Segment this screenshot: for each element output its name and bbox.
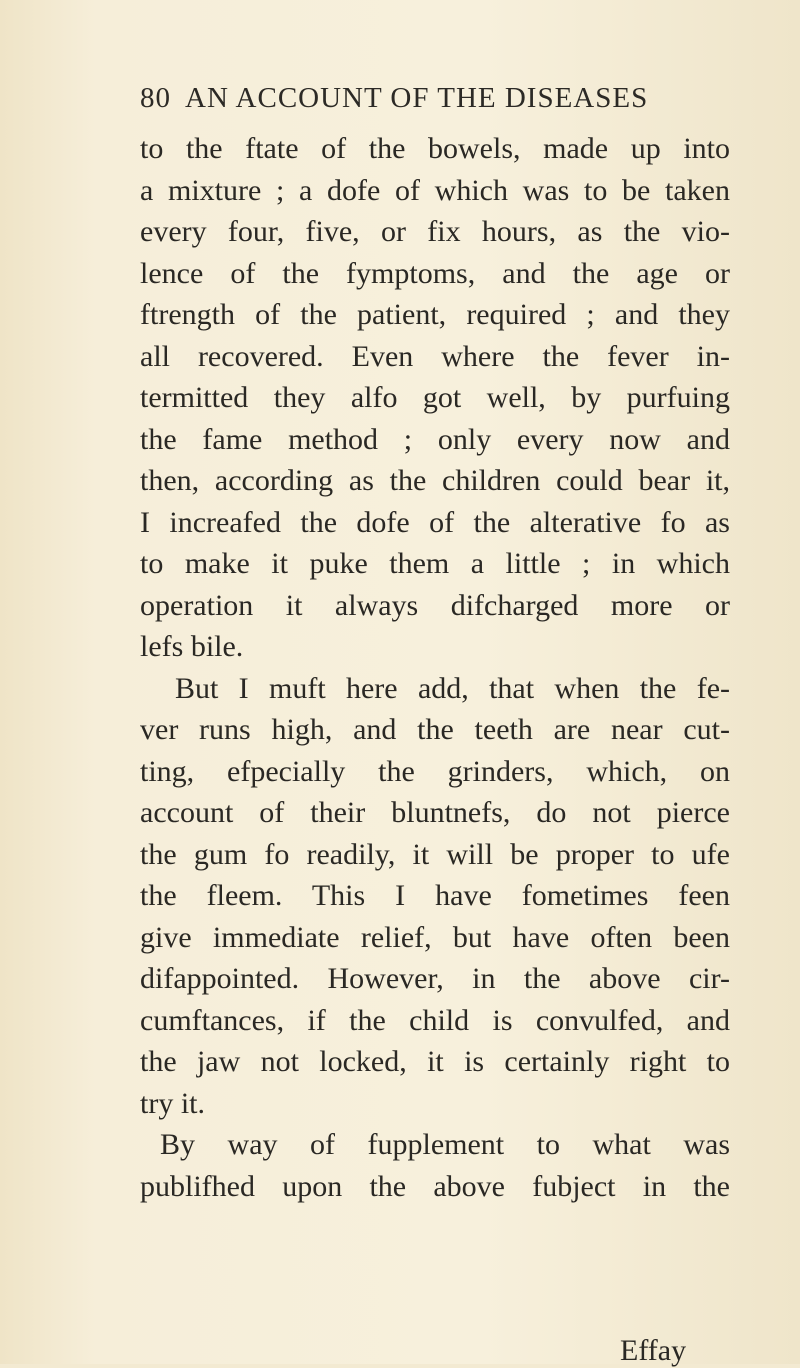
text-line: give immediate relief, but have often been — [140, 920, 730, 954]
text-line: I increafed the dofe of the alterative fo as — [140, 505, 730, 539]
running-title: AN ACCOUNT OF THE DISEASES — [185, 82, 649, 114]
text-line: ting, efpecially the grinders, which, on — [140, 754, 730, 788]
text-line: a mixture ; a dofe of which was to be taken — [140, 173, 730, 207]
text-line: the fleem. This I have fometimes feen — [140, 879, 730, 912]
text-line: difappointed. However, in the above cir- — [140, 962, 730, 995]
text-line: account of their bluntnefs, do not pierce — [140, 796, 730, 829]
text-line: the fame method ; only every now and — [140, 422, 730, 456]
text-line: ftrength of the patient, required ; and they — [140, 298, 730, 331]
text-line: lefs bile. — [140, 630, 244, 663]
text-line: publifhed upon the above fubject in the — [140, 1169, 730, 1203]
text-line: termitted they alfo got well, by purfuing — [140, 381, 730, 414]
text-line: all recovered. Even where the fever in- — [140, 339, 730, 373]
text-line: By way of fupplement to what was — [160, 1128, 730, 1161]
text-line: operation it always difcharged more or — [140, 588, 730, 622]
text-line: to make it puke them a little ; in which — [140, 547, 730, 580]
running-header — [140, 82, 720, 115]
catchword: Effay — [620, 1334, 687, 1367]
text-line: the gum fo readily, it will be proper to ufe — [140, 837, 730, 871]
text-line: to the ftate of the bowels, made up into — [140, 132, 730, 165]
text-line: the jaw not locked, it is certainly right to — [140, 1045, 730, 1078]
text-line: every four, five, or fix hours, as the vio- — [140, 215, 730, 248]
text-line: But I muft here add, that when the fe- — [175, 671, 730, 705]
body-text — [140, 128, 730, 1207]
text-line: try it. — [140, 1086, 205, 1120]
text-line: lence of the fymptoms, and the age or — [140, 256, 730, 290]
text-line: then, according as the children could bear it, — [140, 464, 730, 497]
page-number: 80 — [140, 82, 171, 114]
text-line: ver runs high, and the teeth are near cut- — [140, 713, 730, 746]
text-line: cumftances, if the child is convulfed, and — [140, 1003, 730, 1037]
